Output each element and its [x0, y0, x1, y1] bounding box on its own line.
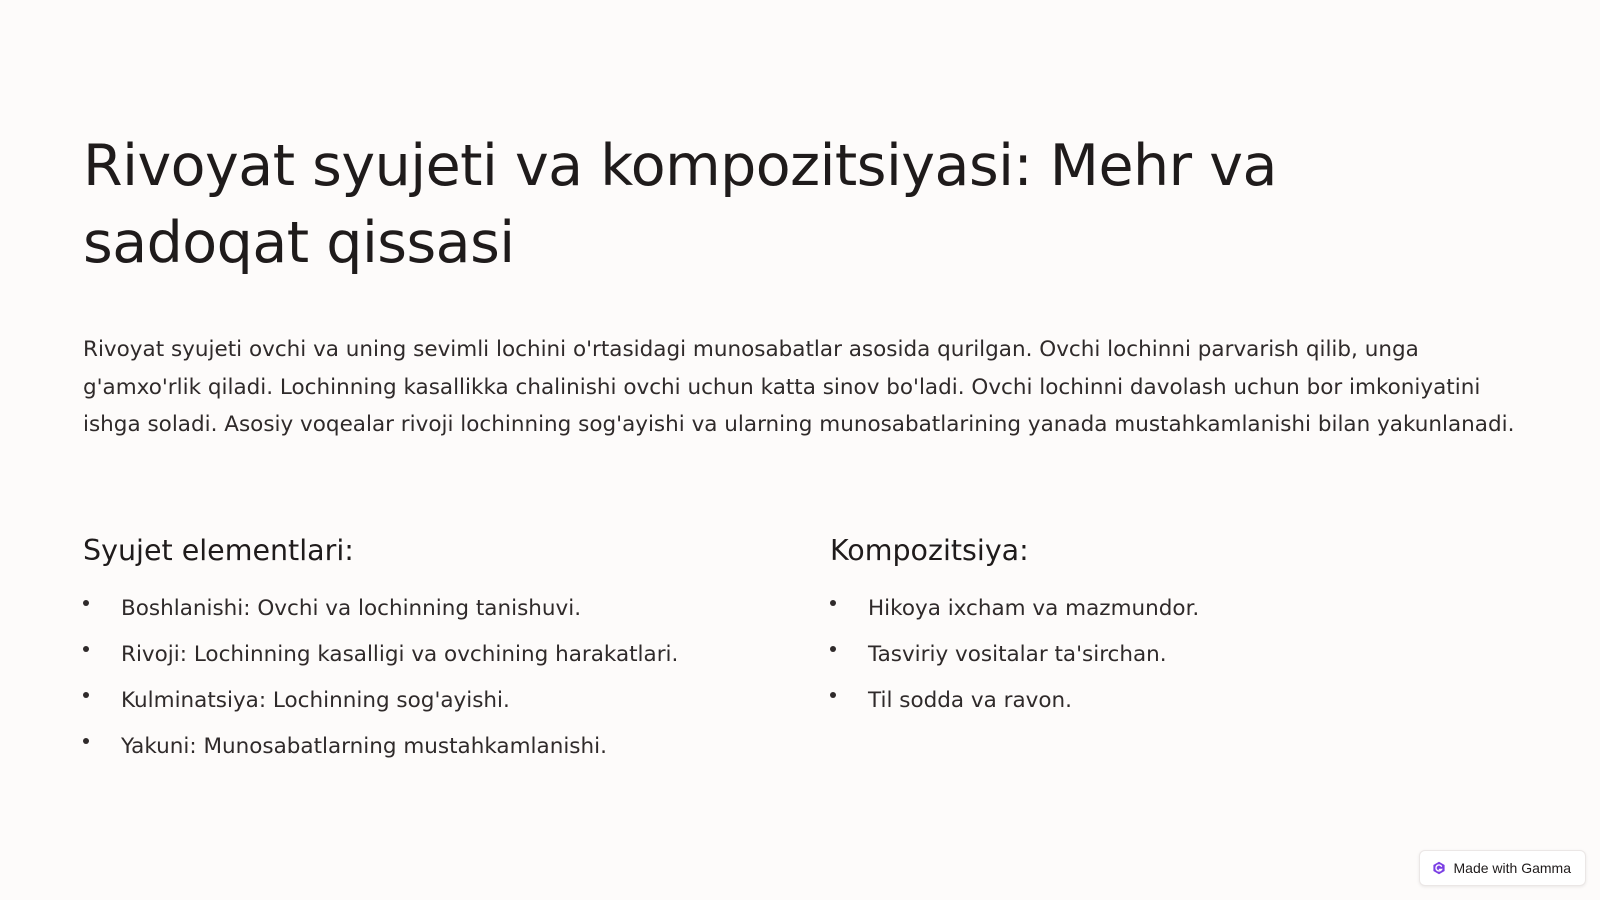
slide-title: Rivoyat syujeti va kompozitsiyasi: Mehr va sadoqat qissasi [83, 133, 1277, 276]
list-item [830, 686, 1530, 732]
list-item [830, 594, 1530, 640]
bullet-icon [83, 646, 89, 652]
list-item-text: Kulminatsiya: Lochinning sog'ayishi. [121, 688, 510, 713]
list-item-text: Yakuni: Munosabatlarning mustahkamlanishi. [121, 734, 607, 759]
composition-column [830, 528, 1530, 732]
bullet-icon [83, 692, 89, 698]
gamma-logo-icon [1432, 861, 1446, 875]
composition-heading: Kompozitsiya: [830, 534, 1029, 567]
bullet-icon [83, 600, 89, 606]
list-item [83, 594, 783, 640]
plot-elements-column [83, 528, 783, 778]
list-item-text: Tasviriy vositalar ta'sirchan. [868, 642, 1167, 667]
composition-list [830, 594, 1530, 732]
bullet-icon [830, 646, 836, 652]
list-item [83, 640, 783, 686]
intro-paragraph: Rivoyat syujeti ovchi va uning sevimli lochini o'rtasidagi munosabatlar asosida qurilgan. Ovchi lochinni parvarish qilib, unga g'amxo'rlik qiladi. Lochinning kasallikka chalinishi ovchi uchun katta sinov bo'ladi. Ovchi lochinni davolash uchun bor imkoniyatini ishga soladi. Asosiy voqealar rivoji lochinning sog'ayishi va ularning munosabatlarining yanada mustahkamlanishi bilan yakunlanadi. [83, 337, 1515, 437]
plot-elements-list [83, 594, 783, 778]
list-item-text: Rivoji: Lochinning kasalligi va ovchining harakatlari. [121, 642, 679, 667]
made-with-gamma-badge[interactable] [1419, 850, 1586, 886]
bullet-icon [830, 692, 836, 698]
list-item-text: Hikoya ixcham va mazmundor. [868, 596, 1200, 621]
list-item [830, 640, 1530, 686]
list-item [83, 732, 783, 778]
badge-label: Made with Gamma [1453, 860, 1571, 876]
list-item [83, 686, 783, 732]
plot-elements-heading: Syujet elementlari: [83, 534, 354, 567]
list-item-text: Til sodda va ravon. [868, 688, 1072, 713]
bullet-icon [83, 738, 89, 744]
list-item-text: Boshlanishi: Ovchi va lochinning tanishuvi. [121, 596, 582, 621]
bullet-icon [830, 600, 836, 606]
